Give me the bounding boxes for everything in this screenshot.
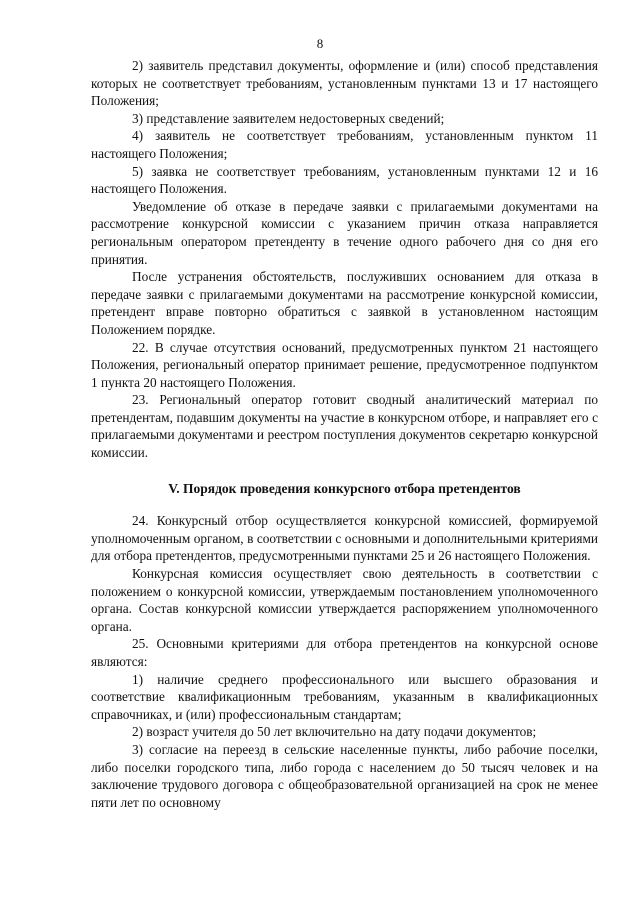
paragraph-resubmission: После устранения обстоятельств, послуживших основанием для отказа в передаче заявки с прилагаемыми документами на рассмотрение конкурсной комиссии, претендент вправе повторно обратиться с заявкой в установленном настоящим Положением порядке. [91,269,598,337]
paragraph-criterion-1: 1) наличие среднего профессионального или высшего образования и соответствие квалификационным требованиям, указанным в квалификационных справочниках, и (или) профессиональным стандартам; [91,671,598,722]
paragraph-item-4: 4) заявитель не соответствует требованиям, установленным пунктом 11 настоящего Положения; [91,128,598,161]
paragraph-criterion-3: 3) согласие на переезд в сельские населенные пункты, либо рабочие поселки, либо поселки городского типа, либо города с населением до 50 тысяч человек и на заключение трудового договора с общеобразовательной организацией на срок не менее пяти лет по основному [91,741,598,810]
paragraph-item-5: 5) заявка не соответствует требованиям, установленным пунктами 12 и 16 настоящего Положения. [91,163,598,197]
section-heading: V. Порядок проведения конкурсного отбора претендентов [168,480,521,496]
paragraph-24: 24. Конкурсный отбор осуществляется конкурсной комиссией, формируемой уполномоченным органом, в соответствии с основными и дополнительными критериями для отбора претендентов, предусмотренными пунктами 25 и 26 настоящего Положения. [91,513,598,564]
paragraph-25: 25. Основными критериями для отбора претендентов на конкурсной основе являются: [91,636,598,669]
paragraph-22: 22. В случае отсутствия оснований, предусмотренных пунктом 21 настоящего Положения, региональный оператор принимает решение, предусмотренное подпунктом 1 пункта 20 настоящего Положения. [91,339,598,390]
paragraph-refusal-notice: Уведомление об отказе в передаче заявки с прилагаемыми документами на рассмотрение конкурсной комиссии с указанием причин отказа направляется региональным оператором претенденту в течение одного рабочего дня со дня его принятия. [91,198,598,267]
paragraph-item-2: 2) заявитель представил документы, оформление и (или) способ представления которых не соответствует требованиям, установленным пунктами 13 и 17 настоящего Положения; [91,58,598,109]
paragraph-23: 23. Региональный оператор готовит сводный аналитический материал по претендентам, подавшим документы на участие в конкурсном отборе, и направляет его с прилагаемыми документами и реестром поступления документов секретарю конкурсной комиссии. [91,392,598,461]
paragraph-criterion-2: 2) возраст учителя до 50 лет включительно на дату подачи документов; [132,724,537,740]
page-number: 8 [316,36,324,51]
paragraph-commission: Конкурсная комиссия осуществляет свою деятельность в соответствии с положением о конкурсной комиссии, утверждаемым постановлением уполномоченного органа. Состав конкурсной комиссии утверждается распоряжением уполномоченного органа. [91,566,598,634]
document-body [91,57,598,811]
paragraph-item-3: 3) представление заявителем недостоверных сведений; [132,110,445,126]
